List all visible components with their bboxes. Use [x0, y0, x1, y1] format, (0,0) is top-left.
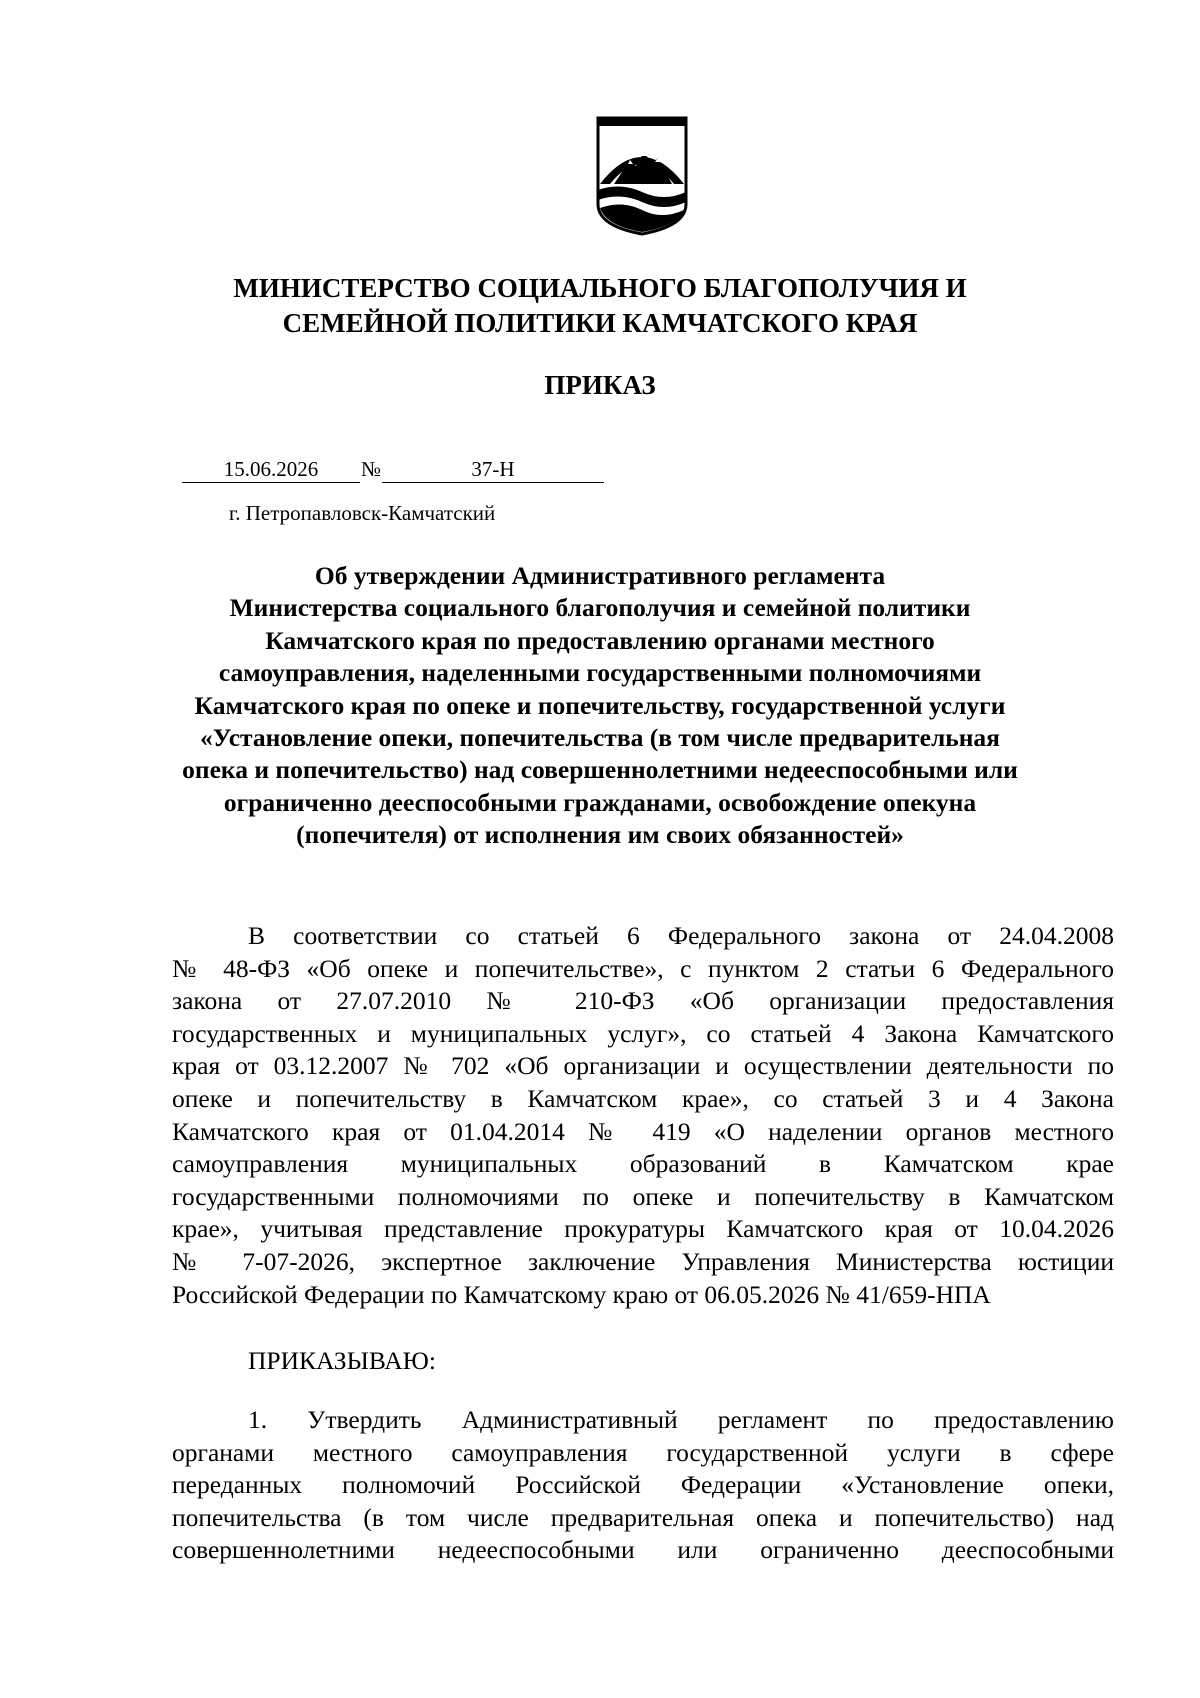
subject-line: самоуправления, наделенными государственными полномочиями — [218, 658, 982, 688]
document-type-title: ПРИКАЗ — [544, 370, 656, 400]
number-sign: № — [360, 457, 382, 481]
item-1-line: попечительства (в том числе предварительная опека и попечительство) над — [172, 1502, 1114, 1532]
order-subject — [150, 560, 1050, 852]
item-1-paragraph — [172, 1404, 1114, 1567]
preamble-line: закона от 27.07.2010 № 210-ФЗ «Об организации предоставления — [172, 986, 1114, 1016]
preamble-paragraph — [172, 920, 1114, 1311]
subject-line: ограниченно дееспособными гражданами, освобождение опекуна — [223, 787, 977, 817]
preamble-line: государственных и муниципальных услуг», со статьей 4 Закона Камчатского — [172, 1018, 1114, 1048]
subject-line: Министерства социального благополучия и семейной политики — [229, 593, 971, 623]
preamble-line: края от 03.12.2007 № 702 «Об организации и осуществлении деятельности по — [172, 1051, 1114, 1081]
order-number: 37-Н — [382, 456, 604, 483]
preamble-line: самоуправления муниципальных образований в Камчатском крае — [172, 1149, 1114, 1179]
subject-line: (попечителя) от исполнения им своих обязанностей» — [296, 820, 904, 850]
item-1-line: 1. Утвердить Административный регламент по предоставлению — [248, 1405, 1114, 1434]
subject-line: опека и попечительство) над совершеннолетними недееспособными или — [182, 755, 1018, 785]
subject-line: «Установление опеки, попечительства (в том числе предварительная — [200, 723, 1000, 753]
organization-name-line-2: СЕМЕЙНОЙ ПОЛИТИКИ КАМЧАТСКОГО КРАЯ — [282, 308, 918, 338]
preamble-line: крае», учитывая представление прокуратуры Камчатского края от 10.04.2026 — [172, 1214, 1114, 1244]
subject-line: Об утверждении Административного регламента — [314, 561, 886, 590]
item-1-line: совершеннолетними недееспособными или ограниченно дееспособными — [172, 1535, 1114, 1565]
preamble-line: Камчатского края от 01.04.2014 № 419 «О наделении органов местного — [172, 1116, 1114, 1146]
command-word: ПРИКАЗЫВАЮ: — [248, 1346, 436, 1375]
kamchatka-coat-of-arms-icon — [592, 112, 692, 238]
organization-name-line-1: МИНИСТЕРСТВО СОЦИАЛЬНОГО БЛАГОПОЛУЧИЯ И — [233, 273, 967, 303]
preamble-line: опеке и попечительству в Камчатском крае», со статьей 3 и 4 Закона — [172, 1083, 1114, 1113]
subject-line: Камчатского края по предоставлению органами местного — [265, 625, 935, 655]
preamble-line: № 7-07-2026, экспертное заключение Управления Министерства юстиции — [172, 1246, 1114, 1276]
item-1-line: переданных полномочий Российской Федерации «Установление опеки, — [172, 1470, 1114, 1500]
city-of-issue: г. Петропавловск-Камчатский — [229, 501, 496, 525]
preamble-line: В соответствии со статьей 6 Федерального закона от 24.04.2008 — [248, 921, 1114, 950]
preamble-line: № 48-ФЗ «Об опеке и попечительстве», с пунктом 2 статьи 6 Федерального — [172, 953, 1114, 983]
order-date: 15.06.2026 — [182, 456, 360, 483]
preamble-line: государственными полномочиями по опеке и попечительству в Камчатском — [172, 1181, 1114, 1211]
item-1-line: органами местного самоуправления государственной услуги в сфере — [172, 1437, 1114, 1467]
preamble-line: Российской Федерации по Камчатскому краю от 06.05.2026 № 41/659-НПА — [172, 1279, 991, 1309]
subject-line: Камчатского края по опеке и попечительству, государственной услуги — [194, 690, 1006, 720]
